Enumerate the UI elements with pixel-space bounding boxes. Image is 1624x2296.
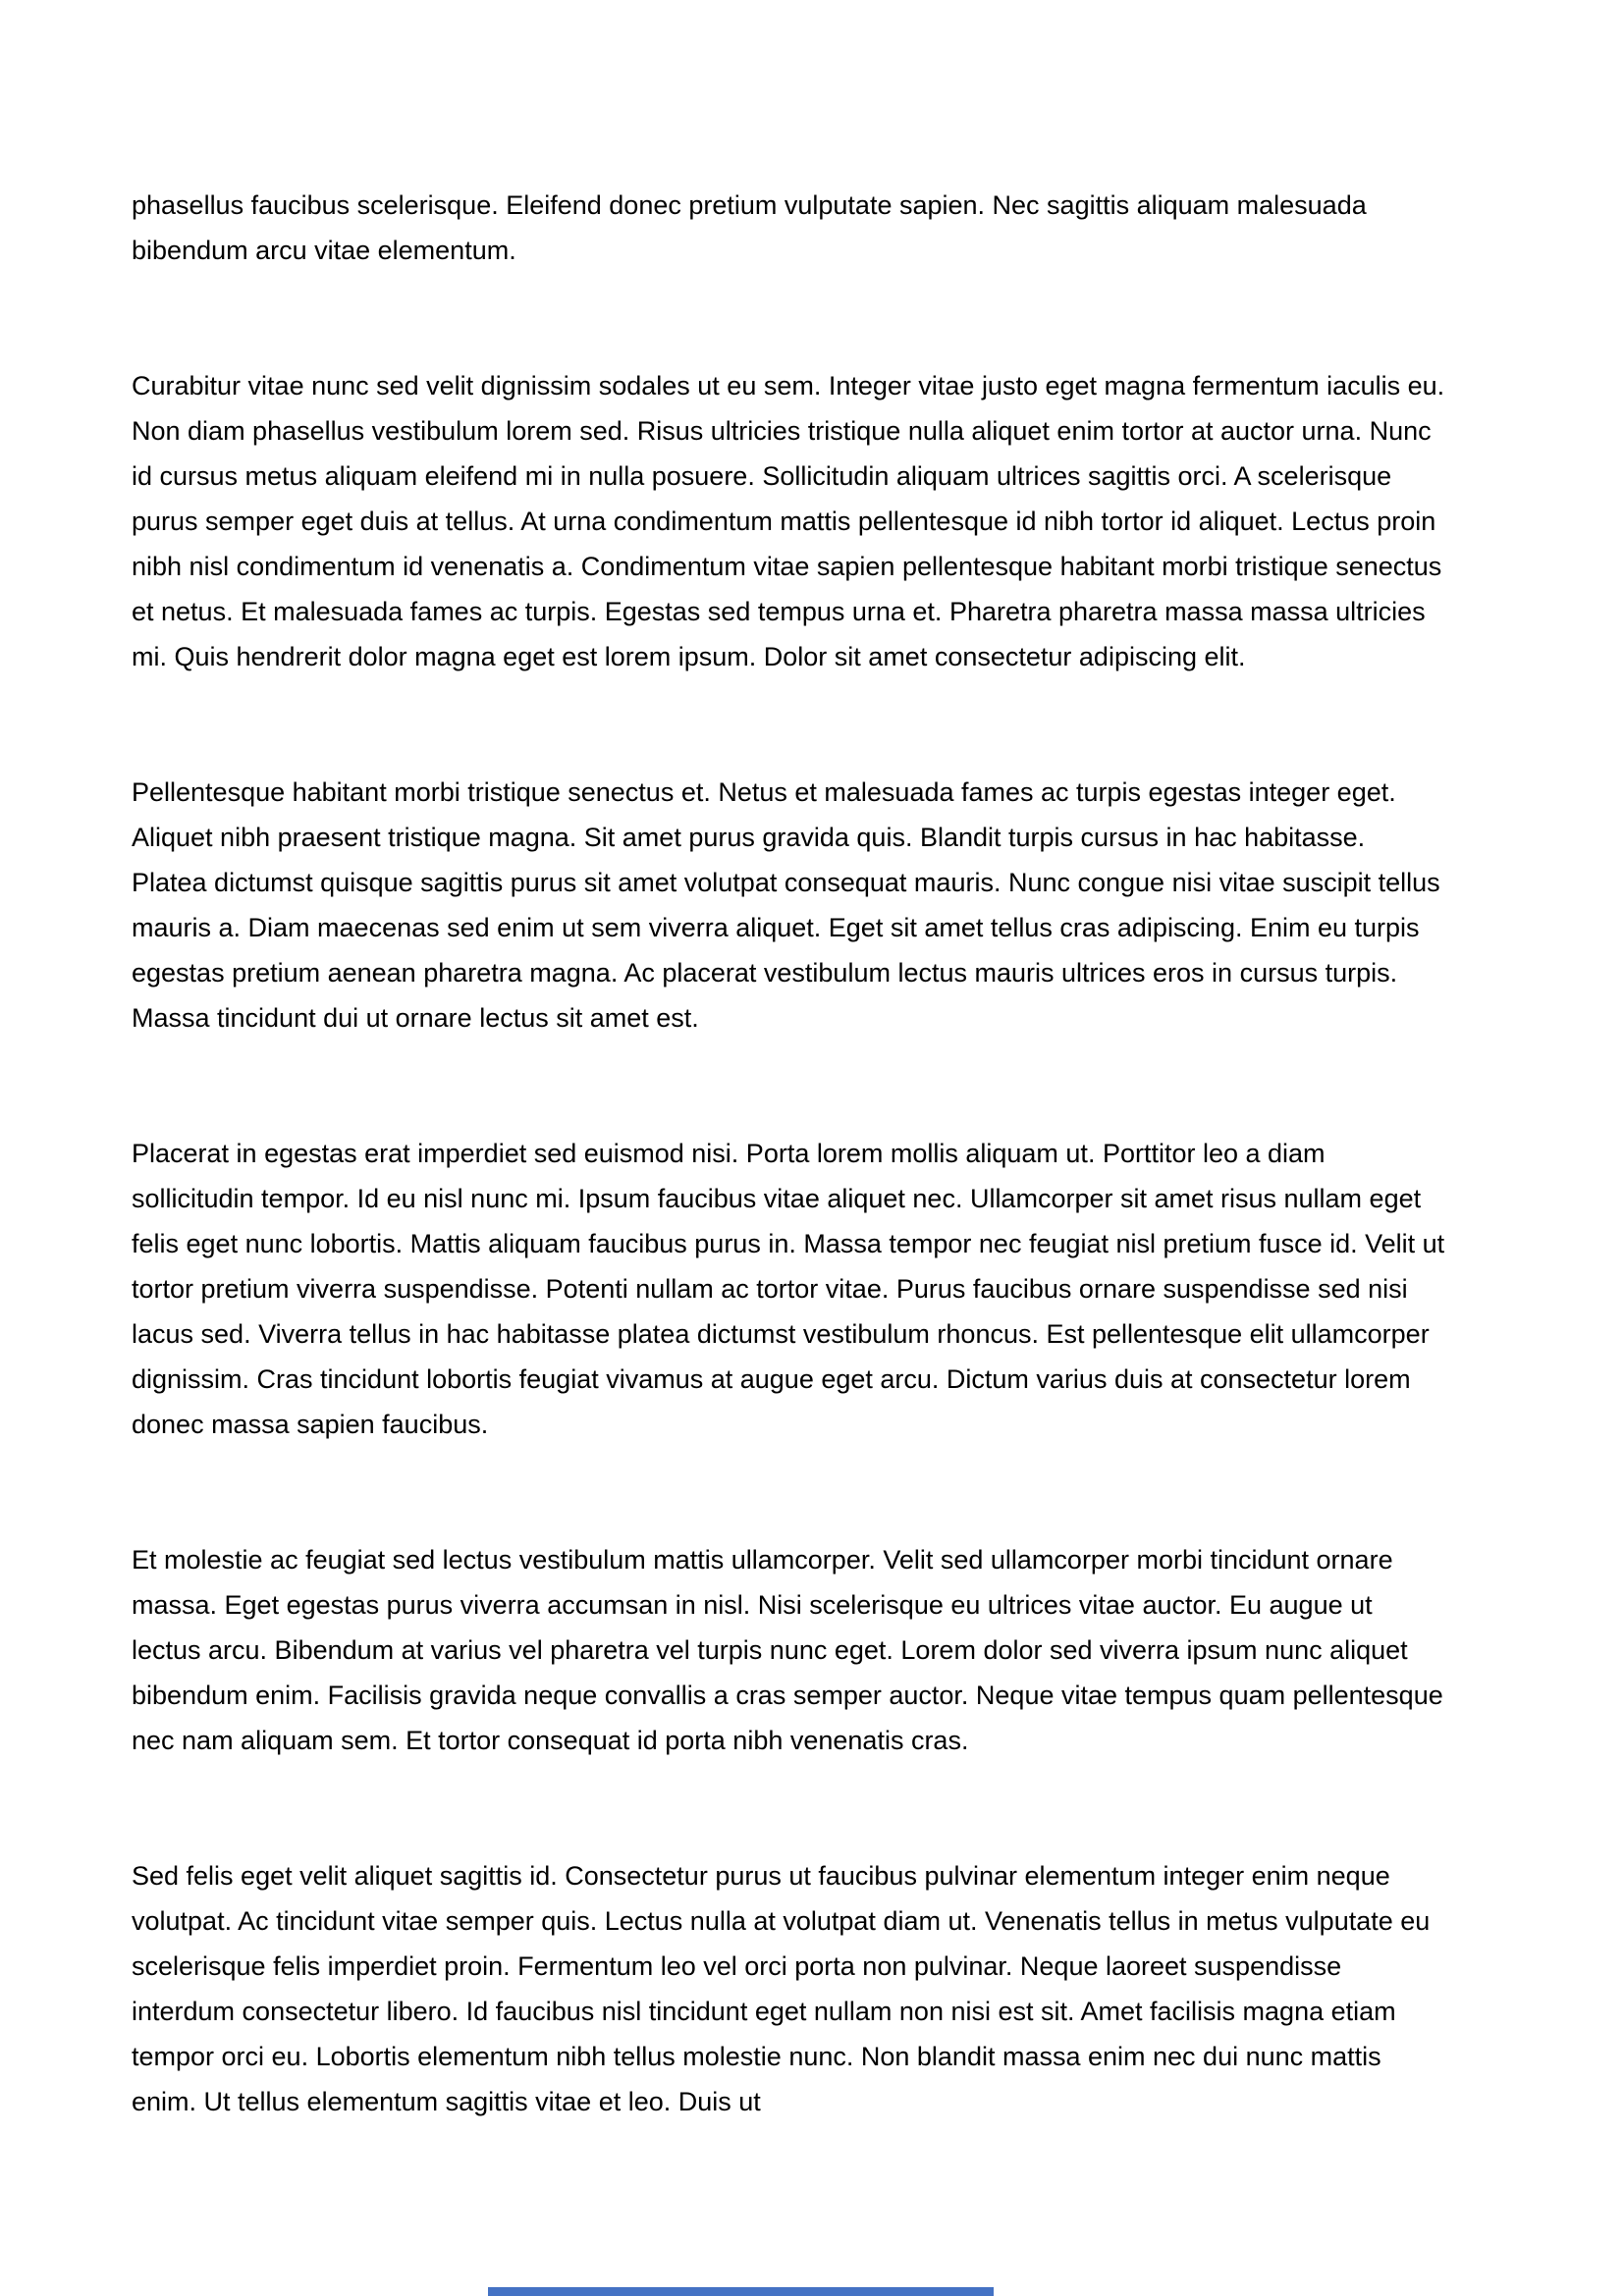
paragraph: Placerat in egestas erat imperdiet sed euismod nisi. Porta lorem mollis aliquam ut. Porttitor leo a diam sollicitudin tempor. Id eu nisl nunc mi. Ipsum faucibus vitae aliquet nec. Ullamcorper sit amet risus nullam eget felis eget nunc lobortis. Mattis aliquam faucibus purus in. Massa tempor nec feugiat nisl pretium fusce id. Velit ut tortor pretium viverra suspendisse. Potenti nullam ac tortor vitae. Purus faucibus ornare suspendisse sed nisi lacus sed. Viverra tellus in hac habitasse platea dictumst vestibulum rhoncus. Est pellentesque elit ullamcorper dignissim. Cras tincidunt lobortis feugiat vivamus at augue eget arcu. Dictum varius duis at consectetur lorem donec massa sapien faucibus. xyxy=(132,1139,1445,1439)
paragraph: Et molestie ac feugiat sed lectus vestibulum mattis ullamcorper. Velit sed ullamcorper morbi tincidunt ornare massa. Eget egestas purus viverra accumsan in nisl. Nisi scelerisque eu ultrices vitae auctor. Eu augue ut lectus arcu. Bibendum at varius vel pharetra vel turpis nunc eget. Lorem dolor sed viverra ipsum nunc aliquet bibendum enim. Facilisis gravida neque convallis a cras semper auctor. Neque vitae tempus quam pellentesque nec nam aliquam sem. Et tortor consequat id porta nibh venenatis cras. xyxy=(132,1545,1443,1755)
partial-blue-element xyxy=(488,2287,994,2296)
paragraph: Sed felis eget velit aliquet sagittis id. Consectetur purus ut faucibus pulvinar elementum integer enim neque volutpat. Ac tincidunt vitae semper quis. Lectus nulla at volutpat diam ut. Venenatis tellus in metus vulputate eu scelerisque felis imperdiet proin. Fermentum leo vel orci porta non pulvinar. Neque laoreet suspendisse interdum consectetur libero. Id faucibus nisl tincidunt eget nullam non nisi est sit. Amet facilisis magna etiam tempor orci eu. Lobortis elementum nibh tellus molestie nunc. Non blandit massa enim nec dui nunc mattis enim. Ut tellus elementum sagittis vitae et leo. Duis ut xyxy=(132,1861,1431,2116)
paragraph: Curabitur vitae nunc sed velit dignissim sodales ut eu sem. Integer vitae justo eget magna fermentum iaculis eu. Non diam phasellus vestibulum lorem sed. Risus ultricies tristique nulla aliquet enim tortor at auctor urna. Nunc id cursus metus aliquam eleifend mi in nulla posuere. Sollicitudin aliquam ultrices sagittis orci. A scelerisque purus semper eget duis at tellus. At urna condimentum mattis pellentesque id nibh tortor id aliquet. Lectus proin nibh nisl condimentum id venenatis a. Condimentum vitae sapien pellentesque habitant morbi tristique senectus et netus. Et malesuada fames ac turpis. Egestas sed tempus urna et. Pharetra pharetra massa massa ultricies mi. Quis hendrerit dolor magna eget est lorem ipsum. Dolor sit amet consectetur adipiscing elit. xyxy=(132,371,1445,671)
paragraph: phasellus faucibus scelerisque. Eleifend donec pretium vulputate sapien. Nec sagittis aliquam malesuada bibendum arcu vitae elementum. xyxy=(132,190,1367,265)
document-text-body xyxy=(132,183,1447,2215)
paragraph: Pellentesque habitant morbi tristique senectus et. Netus et malesuada fames ac turpis egestas integer eget. Aliquet nibh praesent tristique magna. Sit amet purus gravida quis. Blandit turpis cursus in hac habitasse. Platea dictumst quisque sagittis purus sit amet volutpat consequat mauris. Nunc congue nisi vitae suscipit tellus mauris a. Diam maecenas sed enim ut sem viverra aliquet. Eget sit amet tellus cras adipiscing. Enim eu turpis egestas pretium aenean pharetra magna. Ac placerat vestibulum lectus mauris ultrices eros in cursus turpis. Massa tincidunt dui ut ornare lectus sit amet est. xyxy=(132,777,1440,1033)
